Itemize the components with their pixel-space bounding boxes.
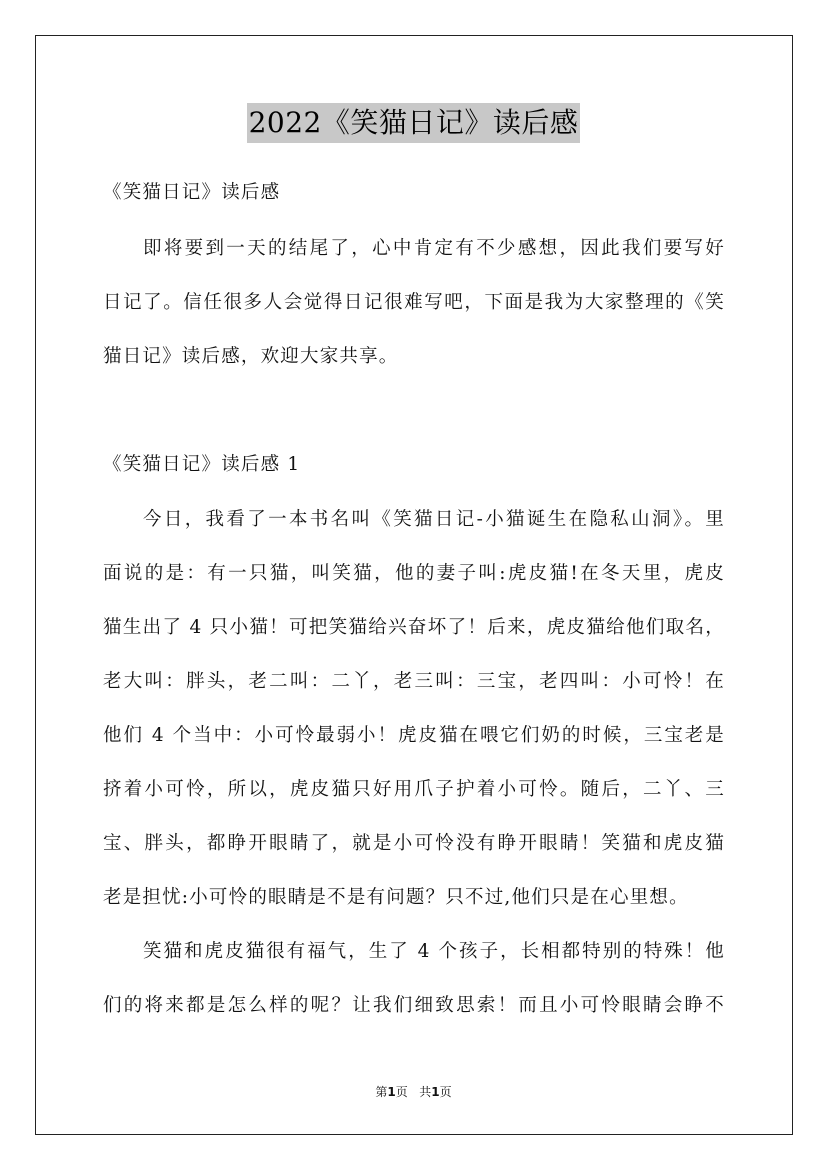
paragraph-line: 挤着小可怜，所以，虎皮猫只好用爪子护着小可怜。随后，二丫、三 xyxy=(103,779,725,800)
paragraph-line: 猫生出了 4 只小猫！可把笑猫给兴奋坏了！后来，虎皮猫给他们取名， xyxy=(103,617,725,638)
paragraph-line: 日记了。信任很多人会觉得日记很难写吧，下面是我为大家整理的《笑 xyxy=(103,292,725,313)
paragraph-line: 面说的是：有一只猫，叫笑猫，他的妻子叫:虎皮猫!在冬天里，虎皮 xyxy=(103,563,725,584)
footer-total-pages: 1 xyxy=(431,1085,440,1099)
paragraph-line: 今日，我看了一本书名叫《笑猫日记-小猫诞生在隐私山洞》。里 xyxy=(143,509,725,530)
footer-mid: 页 共 xyxy=(395,1085,432,1099)
title-container xyxy=(0,103,827,143)
document-title: 2022《笑猫日记》读后感 xyxy=(247,103,581,143)
footer-suffix: 页 xyxy=(439,1085,452,1099)
page-footer xyxy=(0,1083,827,1100)
paragraph-line: 老是担忧:小可怜的眼睛是不是有问题？只不过,他们只是在心里想。 xyxy=(103,887,689,908)
paragraph-line: 们的将来都是怎么样的呢？让我们细致思索！而且小可怜眼睛会睁不 xyxy=(103,995,725,1016)
footer-page-number: 1 xyxy=(387,1085,396,1099)
footer-prefix: 第 xyxy=(375,1085,388,1099)
paragraph-line: 猫日记》读后感，欢迎大家共享。 xyxy=(103,346,399,367)
section-heading: 《笑猫日记》读后感 xyxy=(103,182,281,203)
section-heading: 《笑猫日记》读后感 1 xyxy=(103,454,301,475)
paragraph-line: 即将要到一天的结尾了，心中肯定有不少感想，因此我们要写好 xyxy=(143,238,725,259)
paragraph-line: 笑猫和虎皮猫很有福气，生了 4 个孩子，长相都特别的特殊！他 xyxy=(143,941,725,962)
paragraph-line: 宝、胖头，都睁开眼睛了，就是小可怜没有睁开眼睛！笑猫和虎皮猫 xyxy=(103,833,725,854)
paragraph-line: 他们 4 个当中：小可怜最弱小！虎皮猫在喂它们奶的时候，三宝老是 xyxy=(103,725,725,746)
paragraph-line: 老大叫：胖头，老二叫：二丫，老三叫：三宝，老四叫：小可怜！在 xyxy=(103,671,725,692)
